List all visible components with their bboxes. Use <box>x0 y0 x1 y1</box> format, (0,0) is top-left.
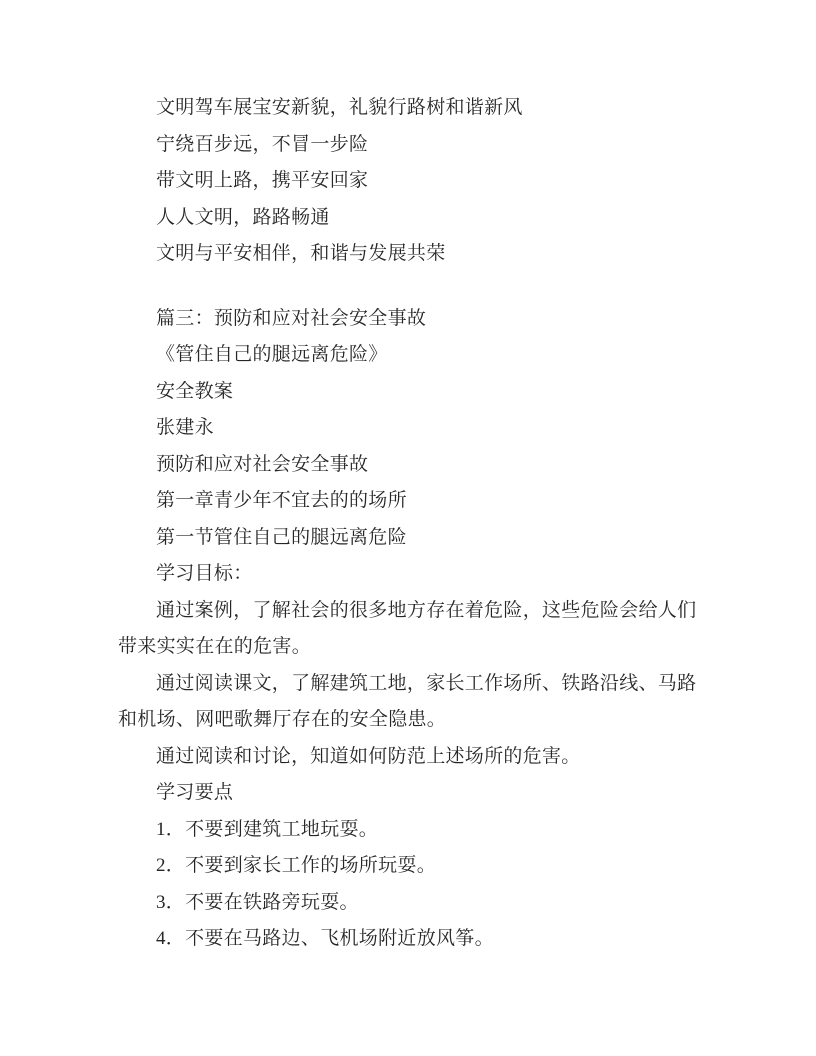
key-point-item: 3．不要在铁路旁玩耍。 <box>156 891 359 913</box>
key-points-heading: 学习要点 <box>156 782 234 803</box>
section-heading: 第一节管住自己的腿远离危险 <box>156 526 407 548</box>
slogan-line: 文明驾车展宝安新貌，礼貌行路树和谐新风 <box>156 97 523 118</box>
document-body <box>118 90 700 958</box>
blank-line <box>118 273 700 301</box>
goal-paragraph: 通过阅读课文，了解建筑工地，家长工作场所、铁路沿线、马路和机场、网吧歌舞厅存在的安全隐患。 <box>118 672 697 730</box>
key-point-item: 4．不要在马路边、飞机场附近放风筝。 <box>156 928 494 949</box>
slogan-line: 人人文明，路路畅通 <box>156 206 330 228</box>
key-point-item: 2．不要到家长工作的场所玩耍。 <box>156 855 437 876</box>
slogan-line: 文明与平安相伴，和谐与发展共荣 <box>156 243 446 264</box>
slogan-line: 宁绕百步远，不冒一步险 <box>156 133 369 155</box>
goal-paragraph: 通过案例，了解社会的很多地方存在着危险，这些危险会给人们带来实实在在的危害。 <box>118 599 697 657</box>
goal-paragraph: 通过阅读和讨论，知道如何防范上述场所的危害。 <box>156 745 581 767</box>
topic-line: 预防和应对社会安全事故 <box>156 453 369 475</box>
section-title: 篇三：预防和应对社会安全事故 <box>156 307 427 329</box>
key-point-item: 1．不要到建筑工地玩耍。 <box>156 818 379 840</box>
subtitle: 安全教案 <box>156 380 234 402</box>
goals-heading: 学习目标： <box>156 563 253 584</box>
author-name: 张建永 <box>156 417 214 438</box>
chapter-heading: 第一章青少年不宜去的的场所 <box>156 490 407 511</box>
lesson-title: 《管住自己的腿远离危险》 <box>156 344 388 365</box>
slogan-line: 带文明上路，携平安回家 <box>156 170 369 191</box>
